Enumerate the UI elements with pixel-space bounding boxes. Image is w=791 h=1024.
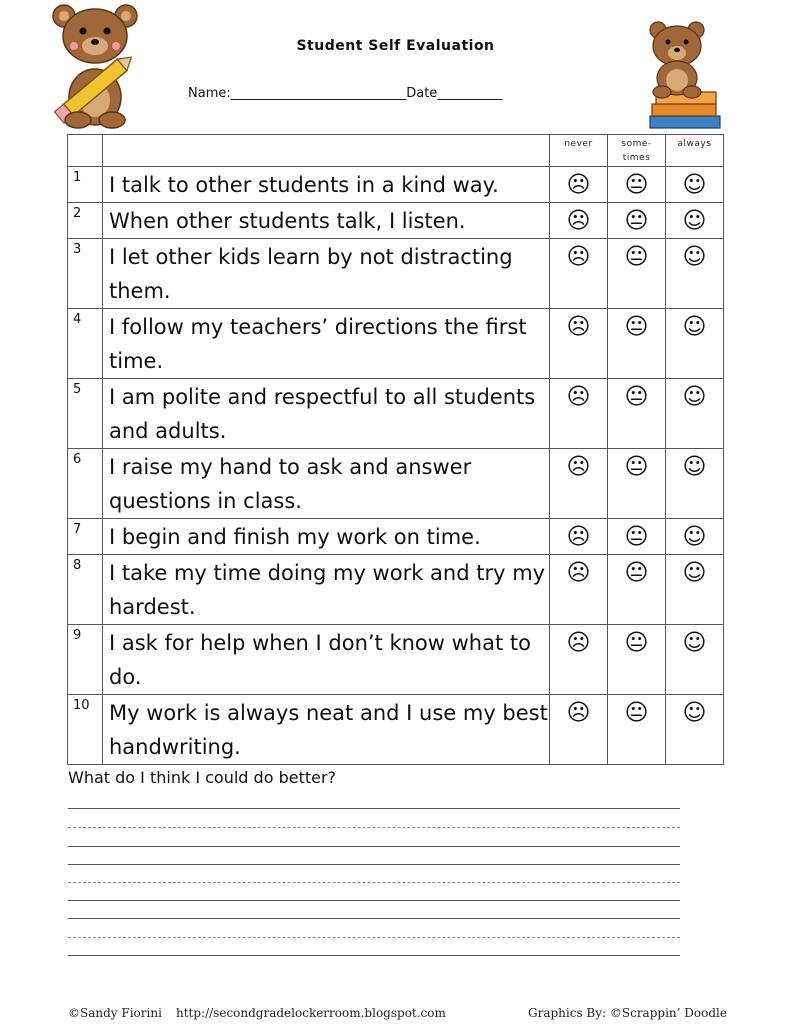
- evaluation-table: [67, 134, 724, 765]
- name-label: Name:: [188, 86, 231, 101]
- table-row: [68, 167, 724, 203]
- bear-with-pencil-icon: [50, 2, 140, 132]
- row-number: 5: [68, 379, 103, 449]
- header-sometimes-line2: times: [622, 153, 651, 163]
- table-row: [68, 309, 724, 379]
- smile-face-icon[interactable]: ☺: [666, 519, 724, 555]
- name-date-row: [188, 86, 502, 101]
- header-sometimes: [608, 135, 666, 167]
- neutral-face-icon[interactable]: 😐: [608, 309, 666, 379]
- statement-text: I talk to other students in a kind way.: [103, 167, 550, 203]
- statement-text: I take my time doing my work and try my hardest.: [103, 555, 550, 625]
- date-label: Date: [406, 86, 438, 101]
- table-row: [68, 625, 724, 695]
- writing-line[interactable]: [68, 864, 680, 865]
- date-blank[interactable]: __________: [437, 86, 503, 101]
- neutral-face-icon[interactable]: 😐: [608, 449, 666, 519]
- frown-face-icon[interactable]: ☹: [550, 519, 608, 555]
- statement-text: I am polite and respectful to all students and adults.: [103, 379, 550, 449]
- table-row: [68, 449, 724, 519]
- writing-line[interactable]: [68, 808, 680, 809]
- neutral-face-icon[interactable]: 😐: [608, 379, 666, 449]
- statement-text: I follow my teachers’ directions the first time.: [103, 309, 550, 379]
- writing-guide-line: [68, 882, 680, 883]
- neutral-face-icon[interactable]: 😐: [608, 625, 666, 695]
- smile-face-icon[interactable]: ☺: [666, 239, 724, 309]
- table-header-row: [68, 135, 724, 167]
- name-blank[interactable]: ___________________________: [230, 86, 407, 101]
- row-number: 4: [68, 309, 103, 379]
- writing-line[interactable]: [68, 900, 680, 901]
- frown-face-icon[interactable]: ☹: [550, 695, 608, 765]
- table-row: [68, 695, 724, 765]
- neutral-face-icon[interactable]: 😐: [608, 239, 666, 309]
- bear-on-books-icon: [638, 20, 728, 132]
- page-title: Student Self Evaluation: [296, 38, 495, 54]
- header-never: never: [550, 135, 608, 167]
- writing-line[interactable]: [68, 918, 680, 919]
- writing-guide-line: [68, 827, 680, 828]
- smile-face-icon[interactable]: ☺: [666, 625, 724, 695]
- frown-face-icon[interactable]: ☹: [550, 203, 608, 239]
- header-blank-text: [103, 135, 550, 167]
- frown-face-icon[interactable]: ☹: [550, 555, 608, 625]
- smile-face-icon[interactable]: ☺: [666, 695, 724, 765]
- smile-face-icon[interactable]: ☺: [666, 203, 724, 239]
- neutral-face-icon[interactable]: 😐: [608, 167, 666, 203]
- statement-text: When other students talk, I listen.: [103, 203, 550, 239]
- smile-face-icon[interactable]: ☺: [666, 449, 724, 519]
- frown-face-icon[interactable]: ☹: [550, 309, 608, 379]
- footer-url[interactable]: http://secondgradelockerroom.blogspot.com: [176, 1006, 446, 1020]
- smile-face-icon[interactable]: ☺: [666, 309, 724, 379]
- reflection-question: What do I think I could do better?: [68, 768, 337, 787]
- frown-face-icon[interactable]: ☹: [550, 167, 608, 203]
- table-row: [68, 379, 724, 449]
- statement-text: I let other kids learn by not distracting them.: [103, 239, 550, 309]
- writing-line[interactable]: [68, 955, 680, 956]
- row-number: 6: [68, 449, 103, 519]
- frown-face-icon[interactable]: ☹: [550, 625, 608, 695]
- table-row: [68, 519, 724, 555]
- frown-face-icon[interactable]: ☹: [550, 239, 608, 309]
- smile-face-icon[interactable]: ☺: [666, 379, 724, 449]
- footer-author: ©Sandy Fiorini: [68, 1006, 162, 1020]
- writing-line[interactable]: [68, 846, 680, 847]
- statement-text: My work is always neat and I use my best handwriting.: [103, 695, 550, 765]
- row-number: 7: [68, 519, 103, 555]
- neutral-face-icon[interactable]: 😐: [608, 555, 666, 625]
- statement-text: I ask for help when I don’t know what to do.: [103, 625, 550, 695]
- header-blank-num: [68, 135, 103, 167]
- footer-graphics-credit: Graphics By: ©Scrappin’ Doodle: [528, 1006, 727, 1020]
- table-row: [68, 203, 724, 239]
- row-number: 3: [68, 239, 103, 309]
- row-number: 8: [68, 555, 103, 625]
- row-number: 2: [68, 203, 103, 239]
- writing-guide-line: [68, 937, 680, 938]
- neutral-face-icon[interactable]: 😐: [608, 203, 666, 239]
- table-row: [68, 239, 724, 309]
- table-row: [68, 555, 724, 625]
- row-number: 1: [68, 167, 103, 203]
- statement-text: I raise my hand to ask and answer questions in class.: [103, 449, 550, 519]
- neutral-face-icon[interactable]: 😐: [608, 695, 666, 765]
- neutral-face-icon[interactable]: 😐: [608, 519, 666, 555]
- frown-face-icon[interactable]: ☹: [550, 379, 608, 449]
- statement-text: I begin and finish my work on time.: [103, 519, 550, 555]
- header-sometimes-line1: some-: [621, 139, 652, 149]
- header-always: always: [666, 135, 724, 167]
- row-number: 10: [68, 695, 103, 765]
- row-number: 9: [68, 625, 103, 695]
- frown-face-icon[interactable]: ☹: [550, 449, 608, 519]
- smile-face-icon[interactable]: ☺: [666, 555, 724, 625]
- smile-face-icon[interactable]: ☺: [666, 167, 724, 203]
